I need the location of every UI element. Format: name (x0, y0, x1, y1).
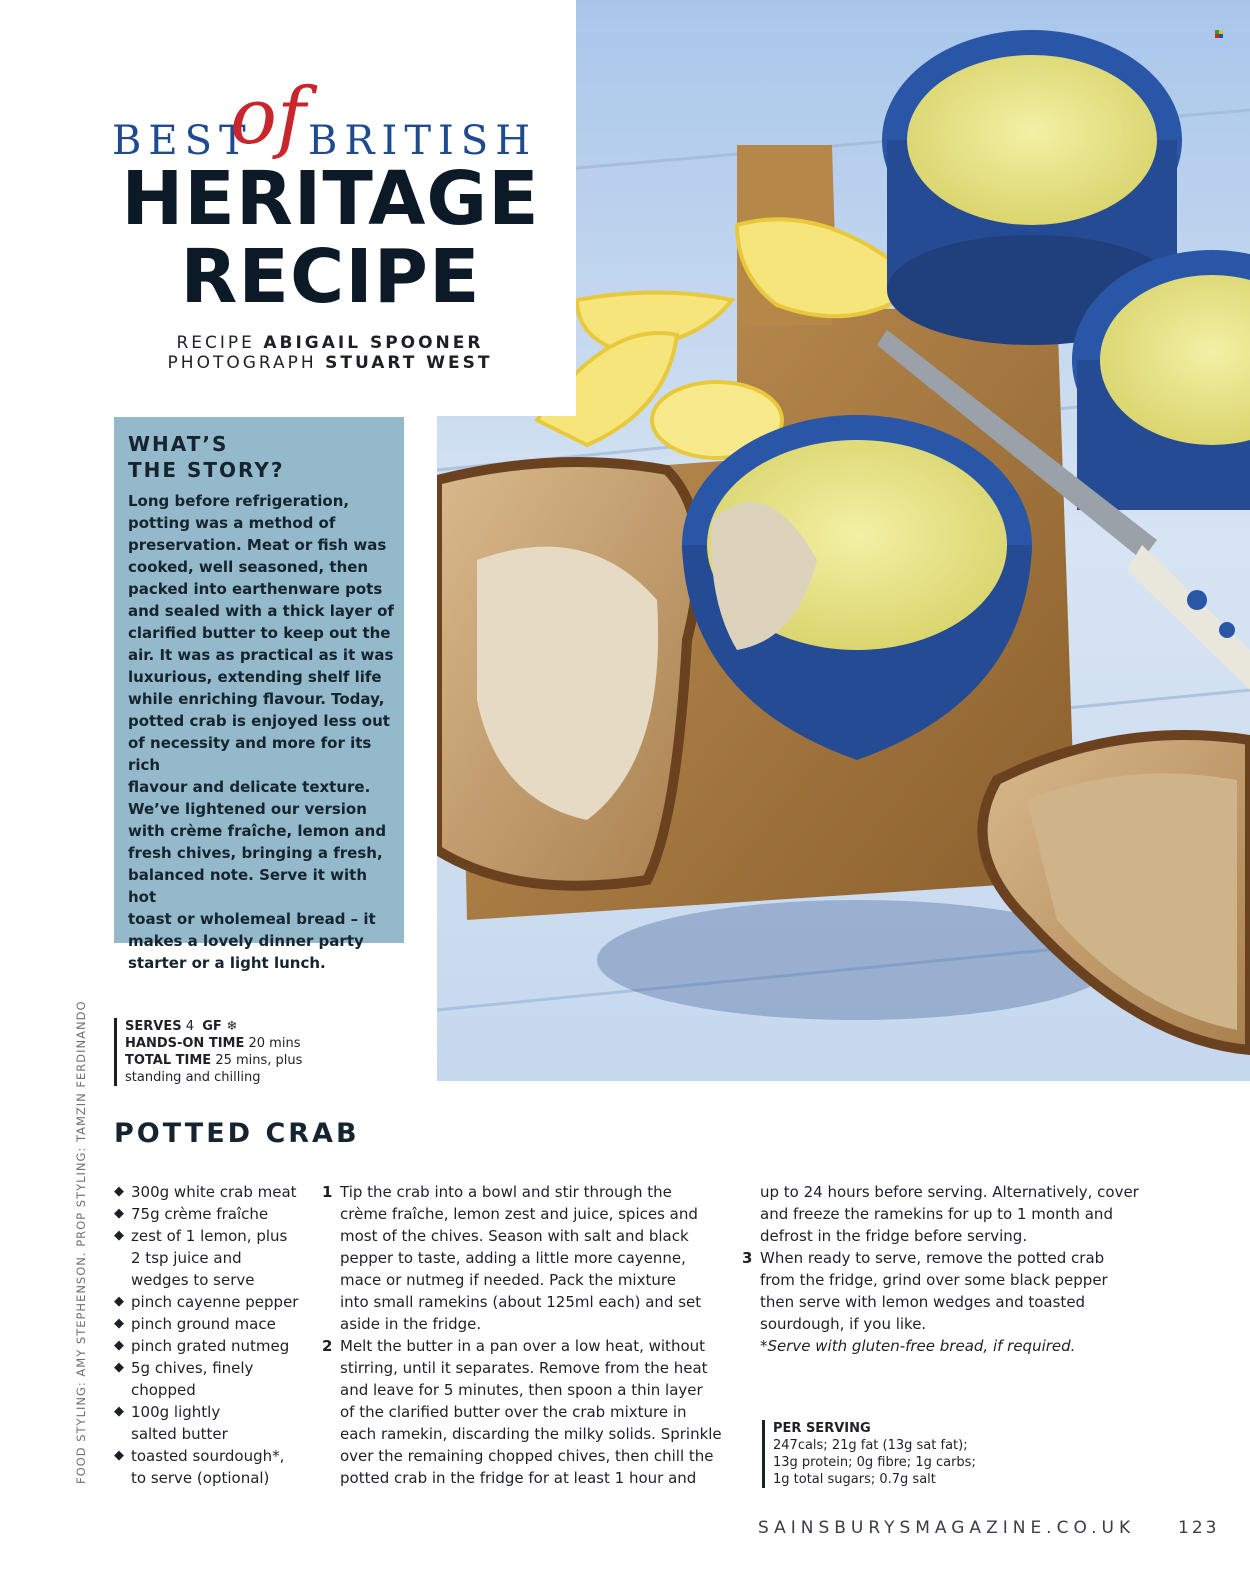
total-time-row (125, 1052, 365, 1069)
story-line: potted crab is enjoyed less out (128, 712, 390, 730)
ingredient-line: pinch cayenne pepper (131, 1293, 299, 1311)
hands-on-label: HANDS-ON TIME (125, 1036, 245, 1051)
diamond-bullet-icon: ◆ (114, 1184, 124, 1199)
story-line: cooked, well seasoned, then (128, 558, 369, 576)
ingredient-line: toasted sourdough*, (131, 1447, 285, 1465)
logo-of: of (230, 72, 306, 162)
ingredient-item (114, 1335, 319, 1357)
step-line: Tip the crab into a bowl and stir through the (340, 1183, 672, 1201)
ingredient-line: 75g crème fraîche (131, 1205, 269, 1223)
nutrition-line: 13g protein; 0g fibre; 1g carbs; (773, 1455, 976, 1470)
story-line: packed into earthenware pots (128, 580, 383, 598)
step-line: pepper to taste, adding a little more cayenne, (340, 1249, 686, 1267)
story-line: while enriching flavour. Today, (128, 690, 385, 708)
step-line: then serve with lemon wedges and toasted (760, 1293, 1086, 1311)
ingredient-line: pinch grated nutmeg (131, 1337, 290, 1355)
hands-on-value: 20 mins (248, 1036, 301, 1051)
nutrition-line: 247cals; 21g fat (13g sat fat); (773, 1438, 968, 1453)
story-box (114, 417, 404, 972)
ingredient-line: 5g chives, finely (131, 1359, 254, 1377)
story-line: air. It was as practical as it was (128, 646, 394, 664)
story-line: luxurious, extending shelf life (128, 668, 382, 686)
step-text (340, 1181, 701, 1335)
serves-value: 4 (185, 1019, 194, 1034)
story-line: clarified butter to keep out the (128, 624, 391, 642)
diamond-bullet-icon: ◆ (114, 1448, 124, 1463)
story-line: makes a lovely dinner party (128, 932, 364, 950)
step-line: each ramekin, discarding the milky solids. Sprinkle (340, 1425, 722, 1443)
step-line: and leave for 5 minutes, then spoon a thin layer (340, 1381, 703, 1399)
step-line: into small ramekins (about 125ml each) and set (340, 1293, 702, 1311)
photo-credit-label: PHOTOGRAPH (167, 353, 317, 373)
ingredient-item (114, 1181, 319, 1203)
diamond-bullet-icon: ◆ (114, 1206, 124, 1221)
ingredient-line: to serve (optional) (131, 1469, 270, 1487)
hands-on-row (125, 1035, 365, 1052)
logo-best: BEST (112, 118, 253, 164)
ingredient-line: 2 tsp juice and (131, 1249, 242, 1267)
ingredient-line: pinch ground mace (131, 1315, 276, 1333)
story-line: of necessity and more for its rich (128, 734, 372, 774)
diamond-bullet-icon: ◆ (114, 1316, 124, 1331)
step-line: stirring, until it separates. Remove from the heat (340, 1359, 708, 1377)
story-title-line: WHAT’S (128, 432, 229, 456)
step-line: aside in the fridge. (340, 1315, 482, 1333)
step-line: potted crab in the fridge for at least 1 hour and (340, 1469, 697, 1487)
story-line: We’ve lightened our version (128, 800, 367, 818)
photo-credit-name: STUART WEST (325, 353, 493, 373)
recipe-info (114, 1018, 365, 1086)
ingredient-item (114, 1291, 319, 1313)
story-line: preservation. Meat or fish was (128, 536, 387, 554)
step-line: sourdough, if you like. (760, 1315, 927, 1333)
step-line: most of the chives. Season with salt and black (340, 1227, 689, 1245)
diamond-bullet-icon: ◆ (114, 1228, 124, 1243)
recipe-credit-label: RECIPE (176, 333, 255, 353)
diamond-bullet-icon: ◆ (114, 1294, 124, 1309)
ingredients-list (114, 1181, 319, 1489)
recipe-title: POTTED CRAB (114, 1118, 360, 1149)
step-line: crème fraîche, lemon zest and juice, spices and (340, 1205, 698, 1223)
story-line: and sealed with a thick layer of (128, 602, 394, 620)
story-line: toast or wholemeal bread – it (128, 910, 376, 928)
step-line: from the fridge, grind over some black pepper (760, 1271, 1108, 1289)
story-line: starter or a light lunch. (128, 954, 326, 972)
ingredient-line: chopped (131, 1381, 196, 1399)
step-number: 3 (742, 1249, 753, 1267)
ingredient-item (114, 1203, 319, 1225)
step-line: Melt the butter in a pan over a low heat, without (340, 1337, 706, 1355)
story-title (128, 431, 398, 483)
story-line: fresh chives, bringing a fresh, (128, 844, 383, 862)
step-number: 2 (322, 1337, 333, 1355)
ingredient-item (114, 1225, 319, 1291)
serves-row (125, 1018, 365, 1035)
headline-recipe: RECIPE (180, 234, 481, 320)
ingredient-line: wedges to serve (131, 1271, 255, 1289)
headline-heritage: HERITAGE (121, 156, 540, 242)
story-line: with crème fraîche, lemon and (128, 822, 387, 840)
story-line: potting was a method of (128, 514, 336, 532)
diamond-bullet-icon: ◆ (114, 1404, 124, 1419)
story-title-line: THE STORY? (128, 458, 285, 482)
step-line: defrost in the fridge before serving. (760, 1227, 1028, 1245)
total-time-value: 25 mins, plus (215, 1053, 303, 1068)
ingredient-line: salted butter (131, 1425, 228, 1443)
per-serving-nutrition (762, 1420, 1033, 1488)
ingredient-line: 300g white crab meat (131, 1183, 297, 1201)
total-time-label: TOTAL TIME (125, 1053, 212, 1068)
per-serving-heading: PER SERVING (773, 1421, 871, 1436)
serves-label: SERVES (125, 1019, 182, 1034)
step-text (760, 1247, 1108, 1335)
method-step-2-continued (760, 1181, 1150, 1247)
gluten-free-note: *Serve with gluten-free bread, if required. (760, 1337, 1076, 1355)
step-line: over the remaining chopped chives, then chill the (340, 1447, 714, 1465)
color-registration-mark (1215, 30, 1223, 38)
story-line: flavour and delicate texture. (128, 778, 371, 796)
step-line: mace or nutmeg if needed. Pack the mixture (340, 1271, 676, 1289)
step-line: up to 24 hours before serving. Alternatively, cover (760, 1183, 1139, 1201)
title-panel (0, 0, 576, 416)
recipe-credit (150, 333, 510, 353)
styling-credit: FOOD STYLING: AMY STEPHENSON. PROP STYLING: TAMZIN FERDINANDO (74, 1000, 88, 1484)
page-number: 123 (1178, 1518, 1220, 1538)
ingredient-line: zest of 1 lemon, plus (131, 1227, 288, 1245)
story-line: Long before refrigeration, (128, 492, 350, 510)
ingredient-line: 100g lightly (131, 1403, 221, 1421)
ingredient-item (114, 1445, 319, 1489)
step-line: When ready to serve, remove the potted crab (760, 1249, 1105, 1267)
nutrition-line: 1g total sugars; 0.7g salt (773, 1472, 936, 1487)
step-line: and freeze the ramekins for up to 1 month and (760, 1205, 1113, 1223)
story-line: balanced note. Serve it with hot (128, 866, 368, 906)
diamond-bullet-icon: ◆ (114, 1360, 124, 1375)
photo-credit (150, 353, 510, 373)
total-time-value-2: standing and chilling (125, 1070, 261, 1085)
step-line: of the clarified butter over the crab mixture in (340, 1403, 687, 1421)
step-text (340, 1335, 722, 1489)
step-number: 1 (322, 1183, 333, 1201)
logo-british: BRITISH (308, 118, 538, 164)
story-body (128, 490, 398, 974)
footer-website: SAINSBURYSMAGAZINE.CO.UK (758, 1518, 1136, 1538)
recipe-credit-name: ABIGAIL SPOONER (263, 333, 484, 353)
ingredient-item (114, 1401, 319, 1445)
ingredient-item (114, 1357, 319, 1401)
ingredient-item (114, 1313, 319, 1335)
snowflake-icon: ❄ (226, 1019, 238, 1034)
gf-label: GF (202, 1019, 222, 1034)
diamond-bullet-icon: ◆ (114, 1338, 124, 1353)
